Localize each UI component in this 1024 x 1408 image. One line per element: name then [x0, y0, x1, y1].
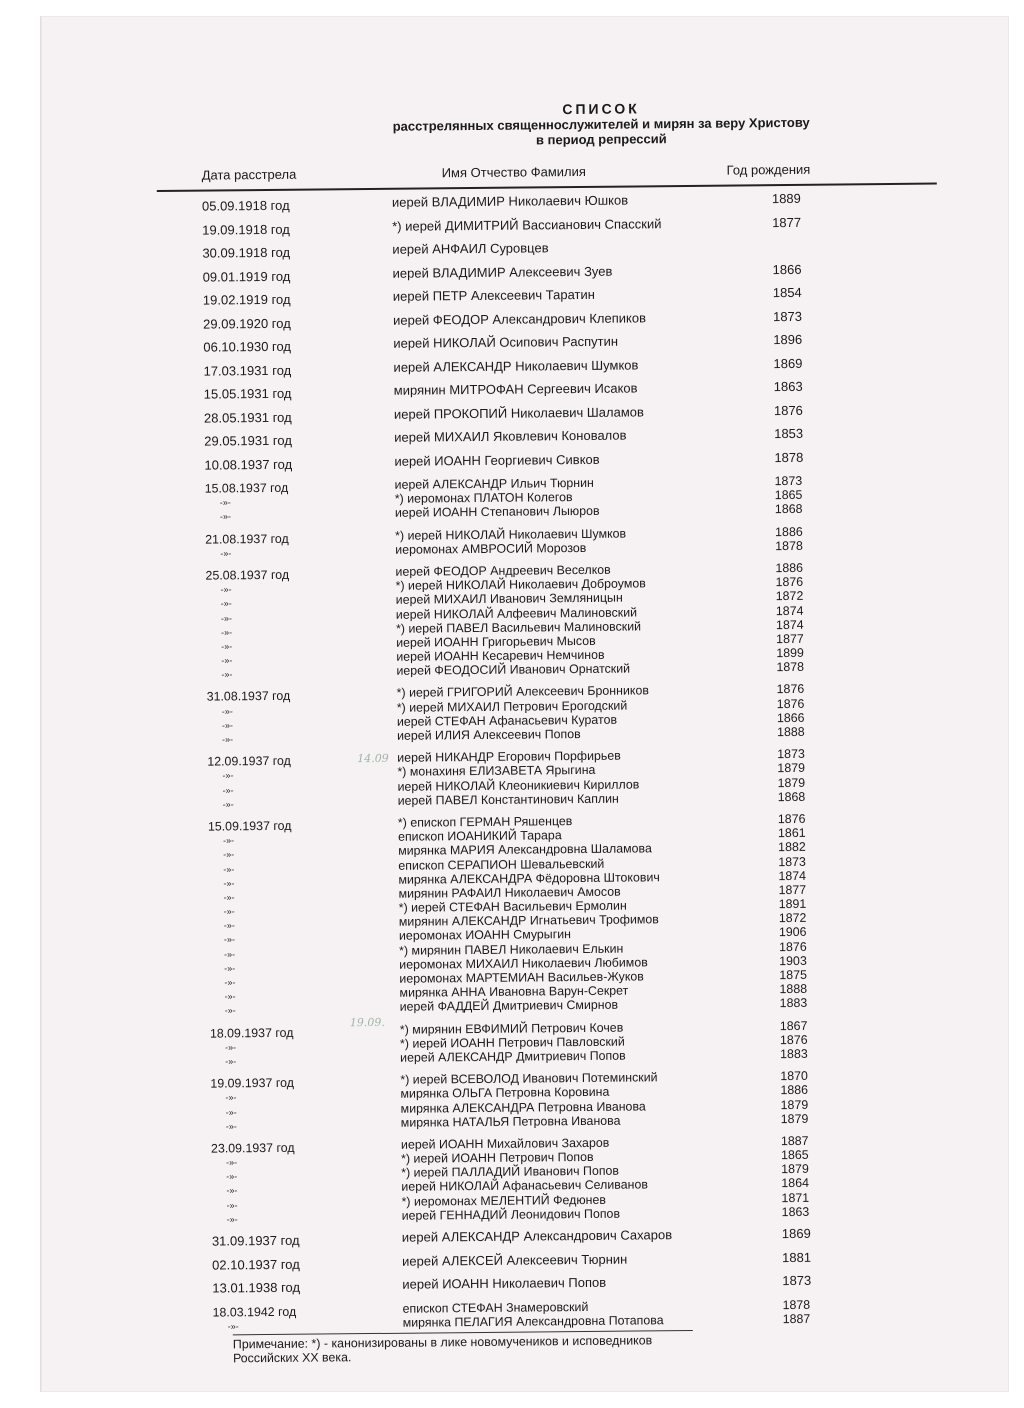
birth-year: 1876	[776, 682, 805, 697]
execution-date: 19.02.1919 год	[202, 291, 291, 308]
date-group	[207, 681, 948, 745]
birth-year: 1870	[780, 1068, 808, 1084]
person-name: мирянин МИТРОФАН Сергеевич Исаков	[393, 380, 638, 398]
header-name: Имя Отчество Фамилия	[441, 163, 586, 181]
birth-year: 1863	[773, 378, 803, 395]
ditto-mark: -»-	[221, 655, 233, 666]
title-block	[341, 99, 861, 149]
birth-year: 1876	[773, 402, 803, 418]
birth-year: 1882	[778, 840, 806, 855]
ditto-mark: -»-	[224, 977, 236, 988]
birth-year: 1879	[777, 761, 806, 776]
execution-date: 21.08.1937 год	[205, 531, 289, 547]
date-group	[212, 1272, 952, 1296]
person-name: иерей АНФАИЛ Суровцев	[392, 240, 549, 257]
footnote-line2: Российских XX века.	[232, 1350, 352, 1366]
birth-year: 1888	[779, 982, 808, 997]
ditto-mark: -»-	[224, 948, 236, 960]
execution-date: 15.09.1937 год	[207, 818, 292, 834]
ditto-mark: -»-	[225, 1121, 237, 1132]
execution-date: 25.08.1937 год	[205, 567, 290, 583]
person-name: *) мирянин ПАВЕЛ Николаевич Елькин	[399, 941, 624, 958]
birth-year: 1886	[775, 560, 804, 576]
person-name: иерей МИХАИЛ Яковлевич Коновалов	[394, 427, 627, 445]
birth-year: 1891	[778, 896, 807, 912]
execution-date: 19.09.1918 год	[202, 221, 290, 238]
execution-date: 19.09.1937 год	[210, 1075, 295, 1091]
birth-year: 1872	[778, 911, 807, 926]
birth-year: 1874	[778, 868, 807, 883]
birth-year: 1877	[778, 882, 807, 897]
ditto-mark: -»-	[223, 920, 235, 931]
ditto-mark: -»-	[224, 1005, 236, 1016]
birth-year: 1887	[780, 1133, 809, 1148]
person-name: иерей АЛЕКСАНДР Дмитриевич Попов	[400, 1048, 626, 1065]
ditto-mark: -»-	[222, 799, 234, 810]
birth-year: 1879	[780, 1111, 809, 1126]
date-group	[203, 402, 944, 426]
list-item	[202, 238, 942, 259]
list-item	[203, 285, 943, 306]
birth-year: 1881	[782, 1249, 812, 1265]
ditto-mark: -»-	[226, 1214, 238, 1225]
date-group	[204, 425, 944, 449]
execution-date: 02.10.1937 год	[212, 1256, 300, 1273]
person-name: иерей ПРОКОПИЙ Николаевич Шаламов	[393, 403, 644, 422]
person-name: мирянка АЛЕКСАНДРА Петровна Иванова	[400, 1098, 646, 1116]
date-group	[208, 810, 950, 1016]
list-item	[204, 425, 944, 449]
person-name: иерей ИОАНН Степанович Лыюров	[394, 504, 600, 521]
birth-year: 1878	[774, 449, 804, 465]
birth-year: 1867	[779, 1018, 808, 1033]
ditto-mark: -»-	[226, 1199, 238, 1211]
document-content	[161, 99, 953, 1386]
person-name: епископ СЕРАПИОН Шевальевский	[398, 856, 605, 873]
list-item	[203, 308, 943, 332]
birth-year: 1869	[781, 1225, 811, 1242]
birth-year: 1871	[781, 1190, 810, 1205]
person-name: иерей АЛЕКСЕЙ Алексеевич Тюрнин	[402, 1251, 628, 1269]
execution-date: 10.08.1937 год	[204, 456, 293, 473]
execution-date: 06.10.1930 год	[203, 338, 292, 355]
document-subtitle-line1: расстрелянных священнослужителей и мирян за веру Христову	[392, 114, 810, 134]
person-name: иерей ИОАНН Михайлович Захаров	[400, 1135, 610, 1152]
handwritten-note-1: 14.09	[357, 751, 389, 766]
execution-date: 15.05.1931 год	[203, 385, 292, 402]
list-item	[203, 402, 944, 426]
person-name: иерей НИКОЛАЙ Клеоникиевич Кириллов	[397, 777, 640, 794]
execution-date: 29.05.1931 год	[204, 432, 292, 449]
person-name: *) иерей НИКОЛАЙ Николаевич Шумков	[395, 526, 627, 543]
person-name: иерей ПЕТР Алексеевич Таратин	[392, 286, 595, 304]
ditto-mark: -»-	[223, 892, 235, 903]
date-group	[204, 449, 944, 473]
birth-year: 1853	[774, 425, 804, 442]
ditto-mark: -»-	[222, 784, 234, 796]
header-year: Год рождения	[726, 161, 811, 178]
birth-year: 1868	[774, 502, 803, 517]
footnote	[233, 1332, 793, 1365]
ditto-mark: -»-	[225, 1056, 237, 1067]
person-name: мирянка ОЛЬГА Петровна Коровина	[400, 1085, 610, 1102]
handwritten-note-2: 19.09.	[349, 1015, 385, 1030]
person-name: мирянка АЛЕКСАНДРА Фёдоровна Штокович	[398, 869, 660, 887]
birth-year: 1888	[776, 724, 805, 740]
person-name: иерей ИОАНН Георгиевич Сивков	[394, 451, 600, 469]
ditto-mark: -»-	[224, 991, 236, 1002]
birth-year: 1873	[778, 854, 806, 869]
ditto-mark: -»-	[226, 1171, 238, 1182]
ditto-mark: -»-	[221, 720, 233, 731]
ditto-mark: -»-	[225, 1106, 237, 1117]
birth-year: 1861	[777, 825, 806, 841]
ditto-mark: -»-	[221, 705, 233, 717]
person-name: *) иерей МИХАИЛ Петрович Ерогодский	[396, 698, 628, 715]
birth-year: 1883	[779, 996, 808, 1011]
person-name: иерей ИОАНН Николаевич Попов	[402, 1274, 607, 1292]
person-name: *) иерей ПАВЕЛ Васильевич Малиновский	[395, 619, 642, 636]
ditto-mark: -»-	[224, 1042, 237, 1053]
ditto-mark: -»-	[220, 584, 232, 595]
birth-year: 1886	[780, 1083, 809, 1098]
birth-year: 1863	[781, 1204, 810, 1219]
ditto-mark: -»-	[223, 863, 235, 874]
birth-year: 1879	[777, 775, 806, 790]
document-subtitle-line2: в период репрессий	[535, 131, 667, 148]
list-item	[202, 214, 942, 238]
list-item	[203, 355, 943, 379]
execution-date: 23.09.1937 год	[210, 1140, 295, 1156]
list-item	[211, 1225, 952, 1249]
birth-year: 1876	[775, 574, 804, 590]
birth-year: 1864	[781, 1176, 810, 1191]
ditto-mark: -»-	[219, 511, 231, 522]
person-name: иерей АЛЕКСАНДР Александрович Сахаров	[401, 1227, 673, 1245]
date-group	[211, 1132, 952, 1224]
person-name: *) иерей ГРИГОРИЙ Алексеевич Бронников	[396, 683, 649, 701]
ditto-mark: -»-	[222, 770, 234, 781]
execution-date: 30.09.1918 год	[202, 244, 291, 261]
ditto-mark: -»-	[227, 1320, 239, 1332]
person-name: иерей ФЕОДОР Александрович Клепиков	[392, 309, 647, 328]
person-name: *) иерей СТЕФАН Васильевич Ермолин	[398, 898, 627, 915]
date-group	[203, 332, 943, 353]
footnote-line1: Примечание: *) - канонизированы в лике новомучеников и исповедников	[232, 1333, 653, 1352]
execution-date: 05.09.1918 год	[201, 197, 290, 214]
person-name: *) епископ ГЕРМАН Ряшенцев	[397, 814, 573, 830]
ditto-mark: -»-	[220, 612, 232, 623]
birth-year: 1878	[776, 660, 805, 675]
paper-sheet	[40, 16, 1009, 1392]
person-name: иерей ВЛАДИМИР Николаевич Юшков	[391, 192, 629, 210]
person-name: *) иерей ИОАНН Петрович Павловский	[399, 1034, 625, 1051]
date-group	[210, 1068, 951, 1132]
person-name: иерей СТЕФАН Афанасьевич Куратов	[396, 712, 618, 729]
ditto-mark: -»-	[222, 734, 234, 745]
birth-year: 1896	[773, 331, 803, 348]
person-name: иерей АЛЕКСАНДР Николаевич Шумков	[393, 356, 639, 375]
ditto-mark: -»-	[221, 669, 233, 680]
ditto-mark: -»-	[219, 497, 231, 508]
person-name: иеромонах ИОАНН Смурыгин	[398, 927, 572, 944]
execution-date: 31.08.1937 год	[206, 689, 291, 705]
birth-year: 1865	[774, 488, 803, 503]
date-group	[203, 308, 943, 332]
person-name: иеромонах МИХАИЛ Николаевич Любимов	[399, 955, 648, 972]
person-name: мирянка НАТАЛЬЯ Петровна Иванова	[400, 1113, 621, 1130]
person-name: мирянка МАРИЯ Александровна Шаламова	[398, 841, 652, 859]
birth-year: 1872	[775, 589, 804, 604]
person-name: мирянка АННА Ивановна Варун-Секрет	[399, 983, 629, 1000]
execution-date: 17.03.1931 год	[203, 362, 292, 379]
date-group	[205, 472, 945, 522]
birth-year: 1874	[775, 617, 804, 632]
birth-year: 1876	[779, 1032, 808, 1047]
person-name: *) иерей ВСЕВОЛОД Иванович Потеминский	[400, 1070, 658, 1087]
list-item	[202, 261, 943, 285]
date-group	[202, 214, 942, 238]
birth-year: 1866	[776, 710, 805, 725]
birth-year: 1865	[781, 1147, 809, 1163]
ditto-mark: -»-	[221, 627, 233, 638]
ditto-mark: -»-	[223, 849, 235, 860]
date-group	[202, 238, 942, 259]
birth-year: 1854	[772, 284, 802, 301]
date-group	[202, 191, 942, 212]
date-group	[205, 559, 946, 680]
document-title: СПИСОК	[562, 100, 640, 118]
date-group	[203, 285, 943, 306]
person-name: иерей ФЕОДОСИЙ Иванович Орнатский	[396, 661, 631, 679]
ditto-mark: -»-	[225, 1092, 237, 1103]
ditto-mark: -»-	[226, 1157, 238, 1168]
date-group	[207, 746, 948, 810]
ditto-mark: -»-	[223, 878, 235, 889]
person-name: иерей ПАВЕЛ Константинович Каплин	[397, 791, 619, 808]
date-group	[211, 1225, 952, 1249]
birth-year: 1873	[774, 473, 803, 489]
birth-year: 1868	[777, 789, 806, 804]
person-name: иерей НИКОЛАЙ Афанасьевич Селиванов	[401, 1177, 648, 1195]
birth-year: 1875	[779, 967, 808, 983]
birth-year: 1879	[781, 1162, 809, 1177]
birth-year: 1886	[775, 524, 803, 539]
person-name: иерей ВЛАДИМИР Алексеевич Зуев	[392, 263, 613, 281]
execution-list	[202, 191, 953, 1340]
date-group	[203, 355, 943, 379]
birth-year: 1876	[777, 811, 806, 827]
person-name: иерей ИОАНН Кесаревич Немчинов	[396, 647, 605, 664]
birth-year: 1877	[772, 214, 802, 230]
list-item	[203, 378, 944, 402]
date-group	[210, 1017, 950, 1067]
birth-year: 1878	[782, 1297, 811, 1312]
list-item	[212, 1249, 952, 1273]
execution-date: 18.03.1942 год	[212, 1304, 297, 1320]
person-name: мирянин РАФАИЛ Николаевич Амосов	[398, 884, 621, 901]
birth-year: 1906	[778, 925, 807, 940]
person-name: *) иеромонах ПЛАТОН Колегов	[394, 490, 573, 506]
person-name: *) иерей ИОАНН Петрович Попов	[401, 1149, 594, 1166]
birth-year: 1866	[772, 261, 802, 277]
person-name: иерей НИКАНДР Егорович Порфирьев	[397, 748, 621, 765]
person-name: иерей ИОАНН Григорьевич Мысов	[396, 633, 596, 650]
execution-date: 09.01.1919 год	[202, 268, 291, 285]
execution-date: 18.09.1937 год	[209, 1025, 294, 1041]
person-name: *) иерей ДИМИТРИЙ Вассианович Спасский	[392, 215, 662, 234]
date-group	[205, 523, 945, 558]
person-name: епископ ИОАНИКИЙ Тарара	[397, 828, 562, 844]
execution-date: 15.08.1937 год	[204, 480, 289, 496]
list-item	[202, 191, 942, 212]
person-name: иерей МИХАИЛ Иванович Земляницын	[395, 590, 623, 608]
person-name: иерей ФАДДЕЙ Дмитриевич Смирнов	[399, 998, 619, 1015]
birth-year: 1887	[782, 1311, 811, 1326]
birth-year: 1876	[779, 939, 807, 954]
date-group	[212, 1249, 952, 1273]
birth-year: 1876	[776, 696, 805, 711]
execution-date: 12.09.1937 год	[207, 753, 291, 769]
person-name: *) иерей НИКОЛАЙ Николаевич Доброумов	[395, 576, 646, 593]
birth-year: 1877	[776, 631, 804, 646]
birth-year: 1874	[775, 603, 804, 618]
person-name: иерей НИКОЛАЙ Алфеевич Малиновский	[395, 604, 638, 622]
list-item	[204, 449, 944, 473]
birth-year: 1873	[777, 747, 805, 762]
person-name: иеромонах МАРТЕМИАН Васильев-Жуков	[399, 969, 644, 986]
birth-year: 1883	[780, 1046, 808, 1062]
person-name: мирянин АЛЕКСАНДР Игнатьевич Трофимов	[398, 912, 659, 930]
ditto-mark: -»-	[223, 906, 235, 917]
birth-year: 1899	[776, 645, 804, 661]
execution-date: 28.05.1931 год	[203, 409, 292, 426]
ditto-mark: -»-	[226, 1185, 238, 1196]
date-group	[203, 378, 944, 402]
header-date: Дата расстрела	[201, 166, 297, 183]
birth-year: 1869	[773, 355, 803, 371]
person-name: *) иеромонах МЕЛЕНТИЙ Федюнев	[401, 1192, 606, 1209]
birth-year: 1903	[779, 953, 807, 968]
date-group	[202, 261, 943, 285]
list-item	[212, 1272, 952, 1296]
birth-year: 1879	[780, 1097, 809, 1112]
ditto-mark: -»-	[220, 598, 232, 609]
person-name: епископ СТЕФАН Знамеровский	[402, 1299, 589, 1316]
execution-date: 31.09.1937 год	[211, 1232, 300, 1249]
date-group	[212, 1296, 952, 1331]
person-name: иерей ФЕОДОР Андреевич Веселков	[395, 562, 611, 579]
birth-year: 1873	[782, 1272, 812, 1289]
birth-year: 1878	[775, 538, 803, 553]
person-name: *) мирянин ЕВФИМИЙ Петрович Кочев	[399, 1020, 624, 1037]
ditto-mark: -»-	[220, 548, 232, 559]
ditto-mark: -»-	[223, 934, 236, 945]
ditto-mark: -»-	[224, 963, 236, 974]
person-name: *) иерей ПАЛЛАДИЙ Иванович Попов	[401, 1163, 620, 1180]
ditto-mark: -»-	[223, 835, 235, 846]
person-name: иерей ИЛИЯ Алексеевич Попов	[396, 727, 581, 743]
ditto-mark: -»-	[221, 641, 233, 652]
execution-date: 13.01.1938 год	[212, 1279, 301, 1296]
person-name: иеромонах АМВРОСИЙ Морозов	[395, 540, 587, 557]
birth-year: 1889	[771, 190, 801, 207]
execution-date: 29.09.1920 год	[203, 315, 291, 332]
birth-year: 1873	[772, 308, 803, 324]
person-name: иерей НИКОЛАЙ Осипович Распутин	[393, 333, 619, 351]
person-name: *) монахиня ЕЛИЗАВЕТА Ярыгина	[397, 763, 596, 780]
person-name: иерей АЛЕКСАНДР Ильич Тюрнин	[394, 475, 594, 492]
person-name: мирянка ПЕЛАГИЯ Александровна Потапова	[402, 1312, 664, 1330]
person-name: иерей ГЕННАДИЙ Леонидович Попов	[401, 1206, 621, 1223]
list-item	[203, 332, 943, 353]
